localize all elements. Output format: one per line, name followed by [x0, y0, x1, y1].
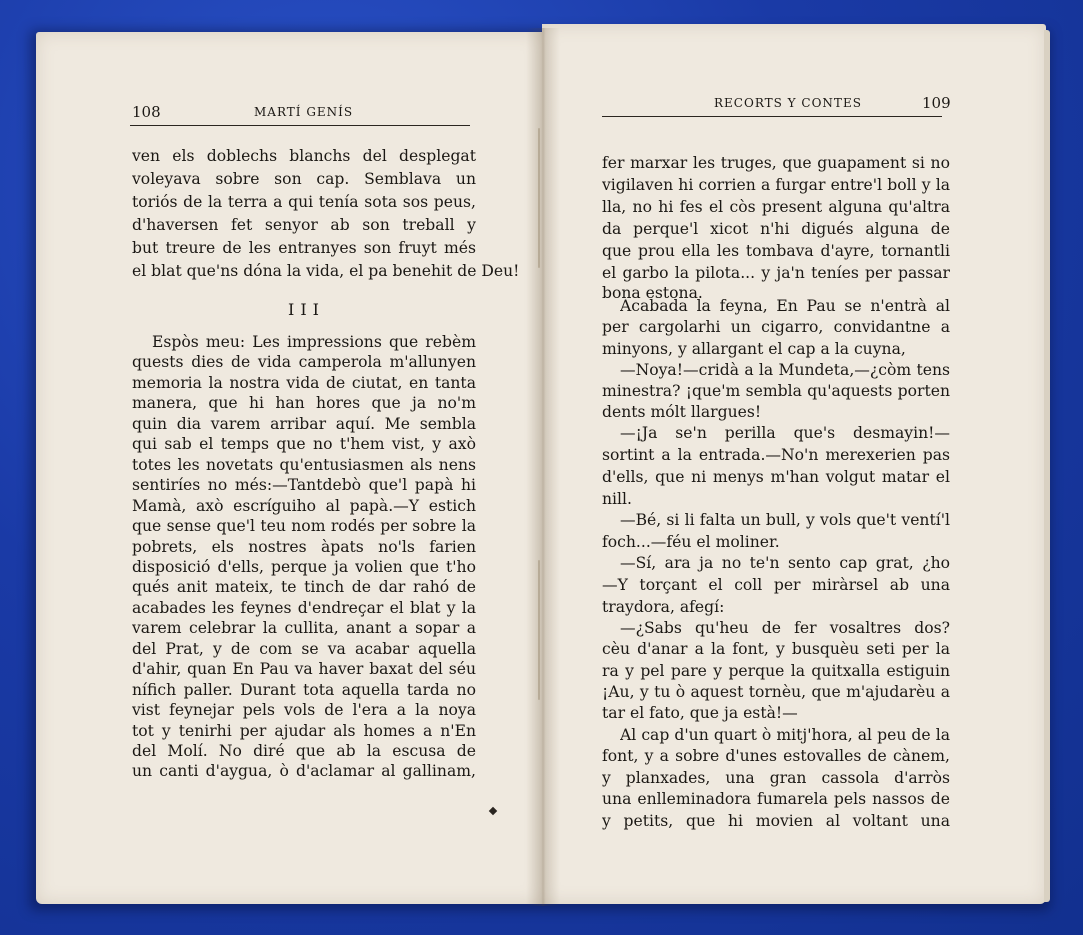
left-text-line: ven els doblechs blanchs del desplegat — [132, 147, 476, 165]
left-text-line: but treure de les entranyes son fruyt més — [132, 239, 476, 257]
left-running-head: MARTÍ GENÍS — [254, 105, 354, 119]
left-text-line: del Prat, y de com se va acabar aquella — [132, 639, 476, 658]
left-text-line: del Molí. No diré que ab la escusa de — [132, 742, 476, 760]
left-text-line: quests dies de vida camperola m'allunyen — [132, 353, 476, 372]
left-text-line: toriós de la terra a qui tenía sota sos peus, — [132, 193, 476, 211]
right-text-line: d'ells, que ni menys m'han volgut matar el — [602, 468, 950, 486]
left-header-rule — [130, 125, 470, 126]
left-page — [36, 32, 542, 904]
right-text-line: ¡Au, y tu ò aquest tornèu, que m'ajudarèu a — [602, 683, 950, 701]
page-edges — [1044, 30, 1050, 902]
right-text-line: —Y torçant el coll per miràrsel ab una — [602, 576, 950, 594]
binding-stitch — [538, 560, 540, 700]
right-text-line: traydora, afegí: — [602, 598, 725, 616]
left-text-line: pobrets, els nostres àpats no'ls farien — [132, 537, 476, 556]
left-text-line: voleyava sobre son cap. Semblava un — [132, 170, 476, 188]
right-text-line: fer marxar les truges, que guapament si no — [602, 154, 950, 172]
right-text-line: lla, no hi fes el còs present alguna qu'altra — [602, 198, 950, 216]
left-text-line: acabades les feynes d'endreçar el blat y la — [132, 598, 476, 617]
left-text-line: vist feynejar pels vols de l'era a la noya — [132, 701, 476, 720]
right-text-line: tar el fato, que ja està!— — [602, 704, 798, 722]
left-text-line: d'ahir, quan En Pau va haver baxat del séu — [132, 660, 476, 679]
left-text-line: memoria la nostra vida de ciutat, en tanta — [132, 373, 476, 392]
left-text-line: que sense que'l teu nom rodés per sobre la — [132, 517, 476, 536]
right-text-line: sortint a la entrada.—No'n merexerien pas — [602, 446, 950, 464]
right-text-line: —Noya!—cridà a la Mundeta,—¿còm tens — [620, 361, 950, 379]
right-text-line: Al cap d'un quart ò mitj'hora, al peu de la — [620, 726, 950, 744]
right-text-line: una enlleminadora fumarela pels nassos de — [602, 790, 950, 808]
left-text-line: totes les novetats qu'entusiasmen als nens — [132, 455, 476, 474]
right-text-line: dents mólt llargues! — [602, 403, 762, 421]
left-text-line: varem celebrar la cullita, anant a sopar a — [132, 619, 476, 638]
section-heading: III — [288, 300, 325, 319]
right-text-line: bona estona. — [602, 284, 703, 302]
left-text-line: tot y tenirhi per ajudar als homes a n'En — [132, 721, 476, 740]
left-text-line: el blat que'ns dóna la vida, el pa benehit de Deu! — [132, 262, 520, 280]
right-text-line: vigilaven hi corrien a furgar entre'l boll y la — [602, 176, 950, 194]
right-text-line: minyons, y allargant el cap a la cuyna, — [602, 340, 906, 358]
binding-stitch — [538, 128, 540, 268]
right-text-line: —Bé, si li falta un bull, y vols que't ventí'l — [620, 511, 950, 529]
left-text-line: Mamà, axò escríguiho al papà.—Y estich — [132, 496, 476, 515]
left-text-line: nífich paller. Durant tota aquella tarda no — [132, 680, 476, 699]
left-text-line: qui sab el temps que no t'hem vist, y axò — [132, 435, 476, 454]
left-text-line: disposició d'ells, perque ja volien que t'ho — [132, 557, 476, 576]
right-text-line: que prou ella les tombava d'ayre, tornantli — [602, 242, 950, 260]
left-page-number: 108 — [132, 103, 161, 121]
right-page-number: 109 — [922, 94, 951, 112]
left-text-line: manera, que hi han hores que ja no'm — [132, 394, 476, 413]
right-text-line: cèu d'anar a la font, y busquèu seti per la — [602, 640, 950, 658]
left-text-line: Espòs meu: Les impressions que rebèm — [152, 333, 476, 351]
right-text-line: y petits, que hi movien al voltant una — [602, 812, 950, 830]
right-text-line: —¡Ja se'n perilla que's desmayin!— — [620, 424, 950, 442]
right-page — [542, 24, 1046, 904]
right-text-line: y planxades, una gran cassola d'arròs — [602, 769, 950, 787]
left-text-line: qués anit mateix, te tinch de dar rahó de — [132, 578, 476, 597]
right-text-line: nill. — [602, 490, 632, 508]
left-text-line: d'haversen fet senyor ab son treball y — [132, 216, 476, 234]
right-text-line: el garbo la pilota... y ja'n teníes per passar — [602, 264, 950, 282]
right-header-rule — [602, 116, 942, 117]
right-text-line: —Sí, ara ja no te'n sento cap grat, ¿ho — [620, 554, 950, 572]
left-text-line: quin dia varem arribar aquí. Me sembla — [132, 414, 476, 433]
right-text-line: minestra? ¡que'm sembla qu'aquests porten — [602, 382, 950, 400]
right-text-line: font, y a sobre d'unes estovalles de cànem, — [602, 747, 950, 765]
left-text-line: sentiríes no més:—Tantdebò que'l papà hi — [132, 476, 476, 495]
right-text-line: per cargolarhi un cigarro, convidantne a — [602, 318, 950, 336]
right-running-head: RECORTS Y CONTES — [714, 96, 862, 110]
ornament-mark — [489, 807, 497, 815]
left-text-line: un canti d'aygua, ò d'aclamar al gallinam, — [132, 762, 476, 781]
right-text-line: da perque'l xicot n'hi digués alguna de — [602, 220, 950, 238]
right-text-line: ra y pel pare y perque la quitxalla estiguin — [602, 662, 950, 680]
right-text-line: —¿Sabs qu'heu de fer vosaltres dos? — [620, 619, 950, 637]
right-text-line: Acabada la feyna, En Pau se n'entrà al — [620, 297, 950, 315]
right-text-line: foch...—féu el moliner. — [602, 533, 780, 551]
